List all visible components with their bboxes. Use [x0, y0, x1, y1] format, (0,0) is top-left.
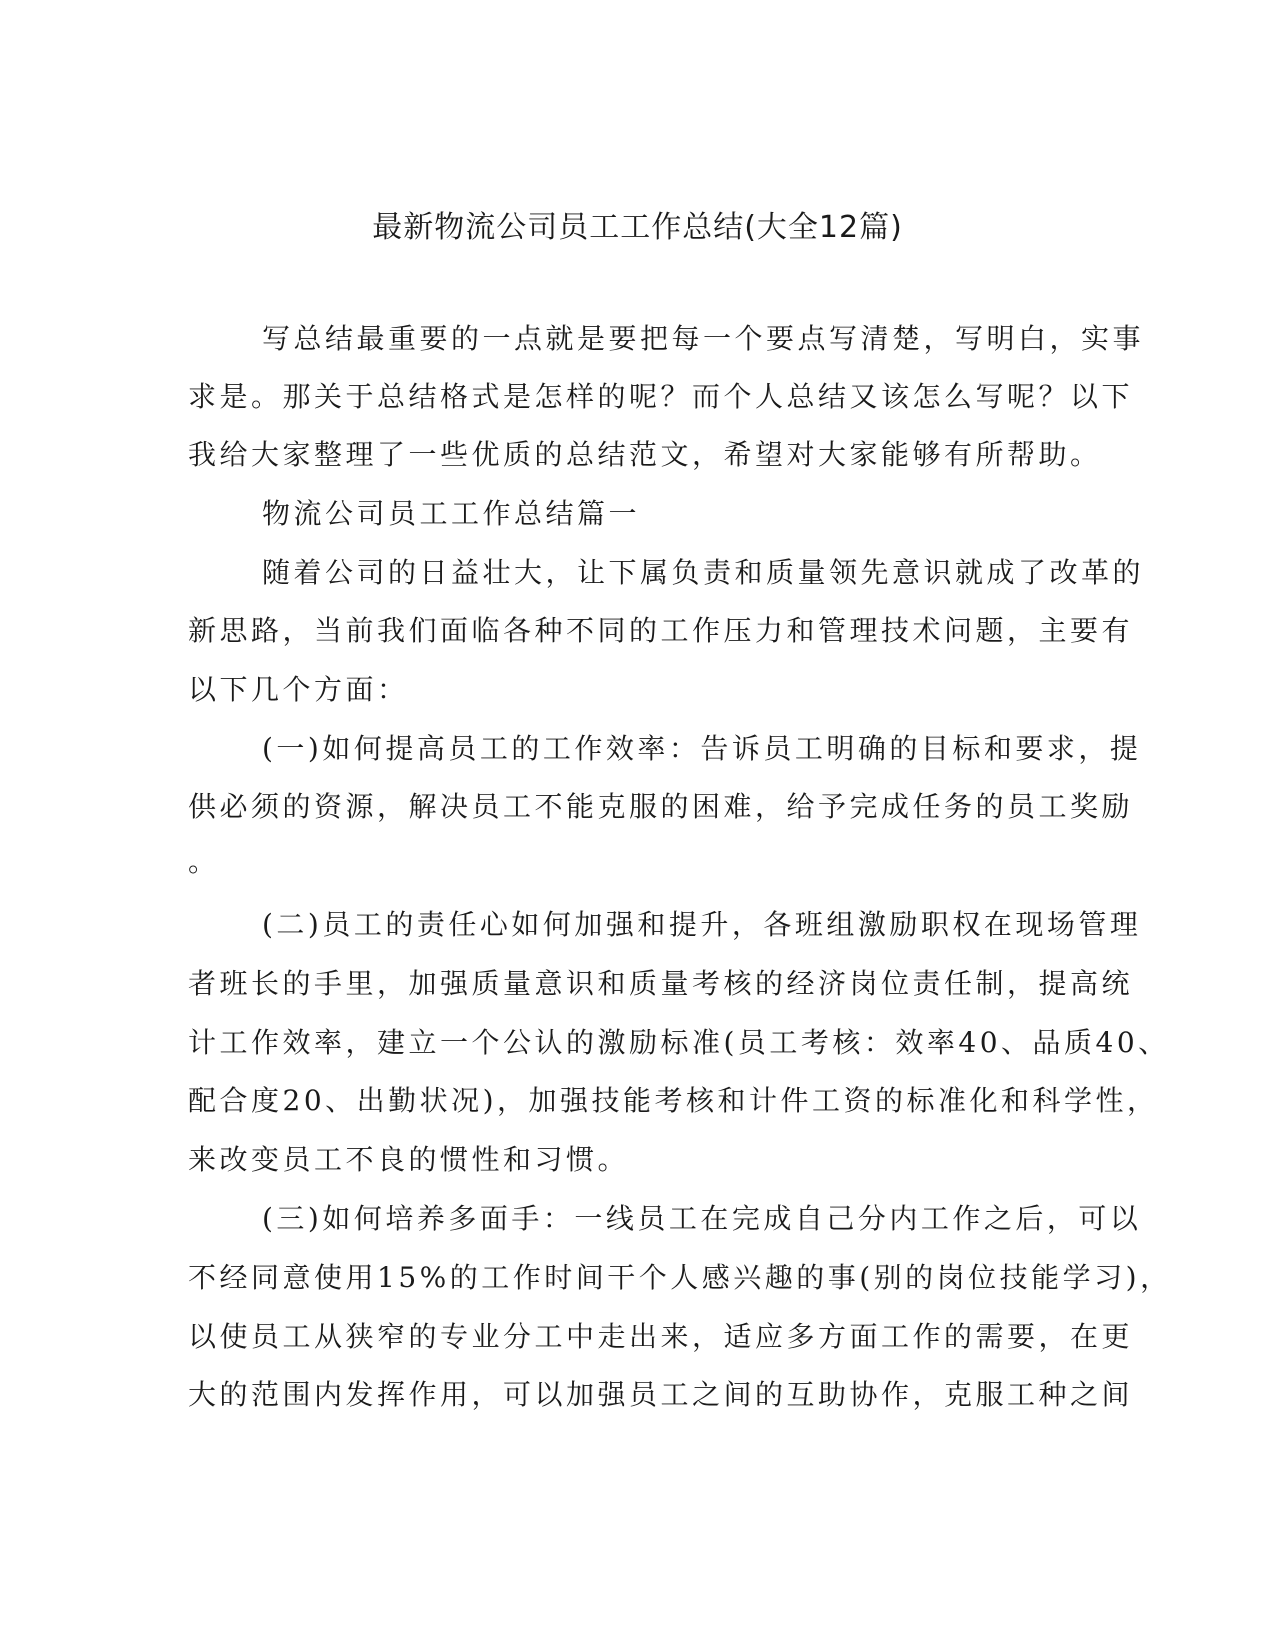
intro-paragraph-line: 我给大家整理了一些优质的总结范文，希望对大家能够有所帮助。 — [188, 438, 1102, 471]
list-item-line: (三)如何培养多面手：一线员工在完成自己分内工作之后，可以 — [262, 1202, 1142, 1235]
list-item-line: (一)如何提高员工的工作效率：告诉员工明确的目标和要求，提 — [262, 732, 1142, 765]
body-paragraph-line: 新思路，当前我们面临各种不同的工作压力和管理技术问题，主要有 — [188, 614, 1134, 647]
list-item-line: 。 — [188, 845, 220, 878]
list-item-line: 以使员工从狭窄的专业分工中走出来，适应多方面工作的需要，在更 — [188, 1320, 1134, 1353]
intro-paragraph-line: 写总结最重要的一点就是要把每一个要点写清楚，写明白，实事 — [262, 322, 1145, 355]
list-item-line: 计工作效率，建立一个公认的激励标准(员工考核：效率40、品质40、 — [188, 1026, 1170, 1059]
list-item-line: (二)员工的责任心如何加强和提升，各班组激励职权在现场管理 — [262, 908, 1142, 941]
document-title: 最新物流公司员工工作总结(大全12篇) — [372, 210, 903, 245]
intro-paragraph-line: 求是。那关于总结格式是怎样的呢？而个人总结又该怎么写呢？以下 — [188, 380, 1134, 413]
body-paragraph-line: 随着公司的日益壮大，让下属负责和质量领先意识就成了改革的 — [262, 556, 1145, 589]
list-item-line: 大的范围内发挥作用，可以加强员工之间的互助协作，克服工种之间 — [188, 1378, 1134, 1411]
list-item-line: 不经同意使用15%的工作时间干个人感兴趣的事(别的岗位技能学习)， — [188, 1261, 1172, 1294]
list-item-line: 供必须的资源，解决员工不能克服的困难，给予完成任务的员工奖励 — [188, 790, 1134, 823]
list-item-line: 来改变员工不良的惯性和习惯。 — [188, 1143, 630, 1176]
section-heading: 物流公司员工工作总结篇一 — [262, 497, 641, 530]
list-item-line: 配合度20、出勤状况)，加强技能考核和计件工资的标准化和科学性， — [188, 1084, 1159, 1117]
list-item-line: 者班长的手里，加强质量意识和质量考核的经济岗位责任制，提高统 — [188, 967, 1134, 1000]
body-paragraph-line: 以下几个方面： — [188, 673, 409, 706]
